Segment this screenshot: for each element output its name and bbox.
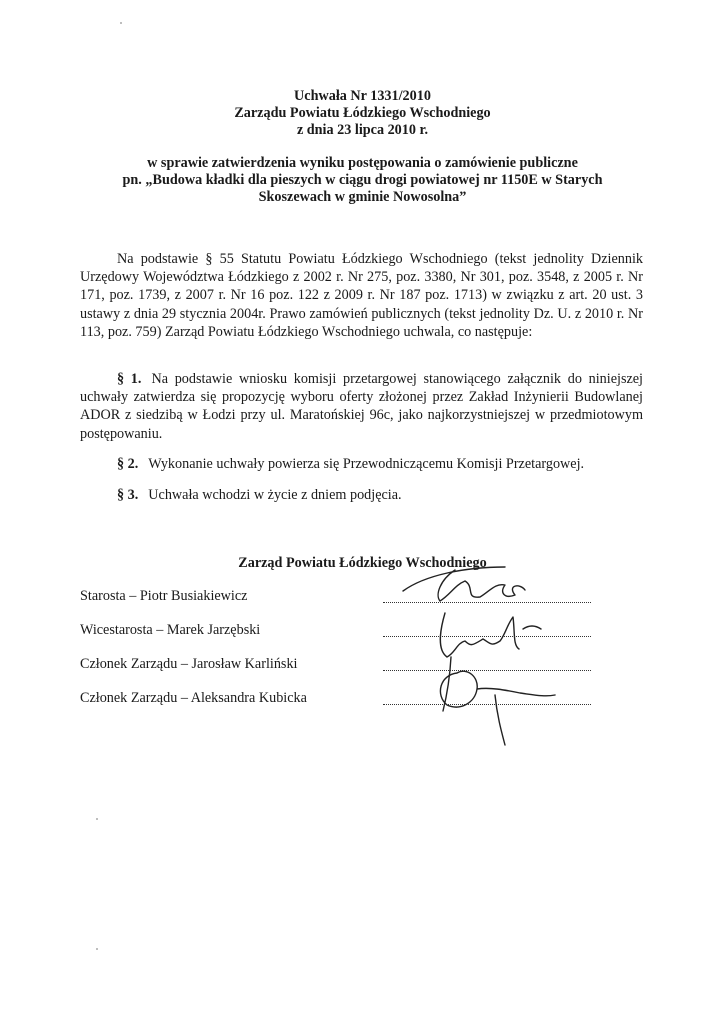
section-text: Wykonanie uchwały powierza się Przewodniczącemu Komisji Przetargowej. xyxy=(148,456,585,472)
subject-line: w sprawie zatwierdzenia wyniku postępowania o zamówienie publiczne xyxy=(147,155,578,171)
scan-speck xyxy=(96,818,98,820)
section-2 xyxy=(80,455,680,473)
section-number: § 2. xyxy=(117,456,139,472)
resolution-header xyxy=(0,88,725,139)
issuing-body: Zarządu Powiatu Łódzkiego Wschodniego xyxy=(234,105,491,121)
signature-wicestarosta xyxy=(440,613,541,711)
signature-kubicka xyxy=(440,671,555,745)
member-name: Starosta – Piotr Busiakiewicz xyxy=(80,588,248,604)
section-number: § 1. xyxy=(117,371,142,387)
section-1 xyxy=(80,370,643,443)
subject-line: Skoszewach w gminie Nowosolna” xyxy=(258,189,467,205)
resolution-subject xyxy=(60,155,665,206)
section-3 xyxy=(80,486,680,504)
signature-starosta xyxy=(403,567,525,601)
subject-line: pn. „Budowa kładki dla pieszych w ciągu drogi powiatowej nr 1150E w Starych xyxy=(122,172,603,188)
member-name: Członek Zarządu – Aleksandra Kubicka xyxy=(80,690,307,706)
handwritten-signatures xyxy=(395,555,575,750)
member-name: Wicestarosta – Marek Jarzębski xyxy=(80,622,261,638)
resolution-date: z dnia 23 lipca 2010 r. xyxy=(296,122,429,138)
section-text: Uchwała wchodzi w życie z dniem podjęcia. xyxy=(148,487,402,503)
section-number: § 3. xyxy=(117,487,139,503)
board-title: Zarząd Powiatu Łódzkiego Wschodniego xyxy=(238,555,487,571)
section-text: Na podstawie wniosku komisji przetargowej stanowiącego załącznik do niniejszej uchwały zatwierdza się propozycję wyboru oferty złożonej przez Zakład Inżynierii Budowlanej ADOR z siedzibą w Łodzi przy ul. Maratońskiej 96c, jako najkorzystniejszej w przedmiotowym postępowaniu. xyxy=(80,371,643,442)
legal-basis-paragraph: Na podstawie § 55 Statutu Powiatu Łódzkiego Wschodniego (tekst jednolity Dziennik Urzędowy Województwa Łódzkiego z 2002 r. Nr 275, poz. 3380, Nr 301, poz. 3548, z 2005 r. Nr 171, poz. 1739, z 2007 r. Nr 16 poz. 122 z 2009 r. Nr 187 poz. 1713) w związku z art. 20 ust. 3 ustawy z dnia 29 stycznia 2004r. Prawo zamówień publicznych (tekst jednolity Dz. U. z 2010 r. Nr 113, poz. 759) Zarząd Powiatu Łódzkiego Wschodniego uchwala, co następuje: xyxy=(80,251,643,340)
scan-speck xyxy=(96,948,98,950)
member-name: Członek Zarządu – Jarosław Karliński xyxy=(80,656,298,672)
resolution-number: Uchwała Nr 1331/2010 xyxy=(294,88,431,104)
scan-speck xyxy=(120,22,122,24)
